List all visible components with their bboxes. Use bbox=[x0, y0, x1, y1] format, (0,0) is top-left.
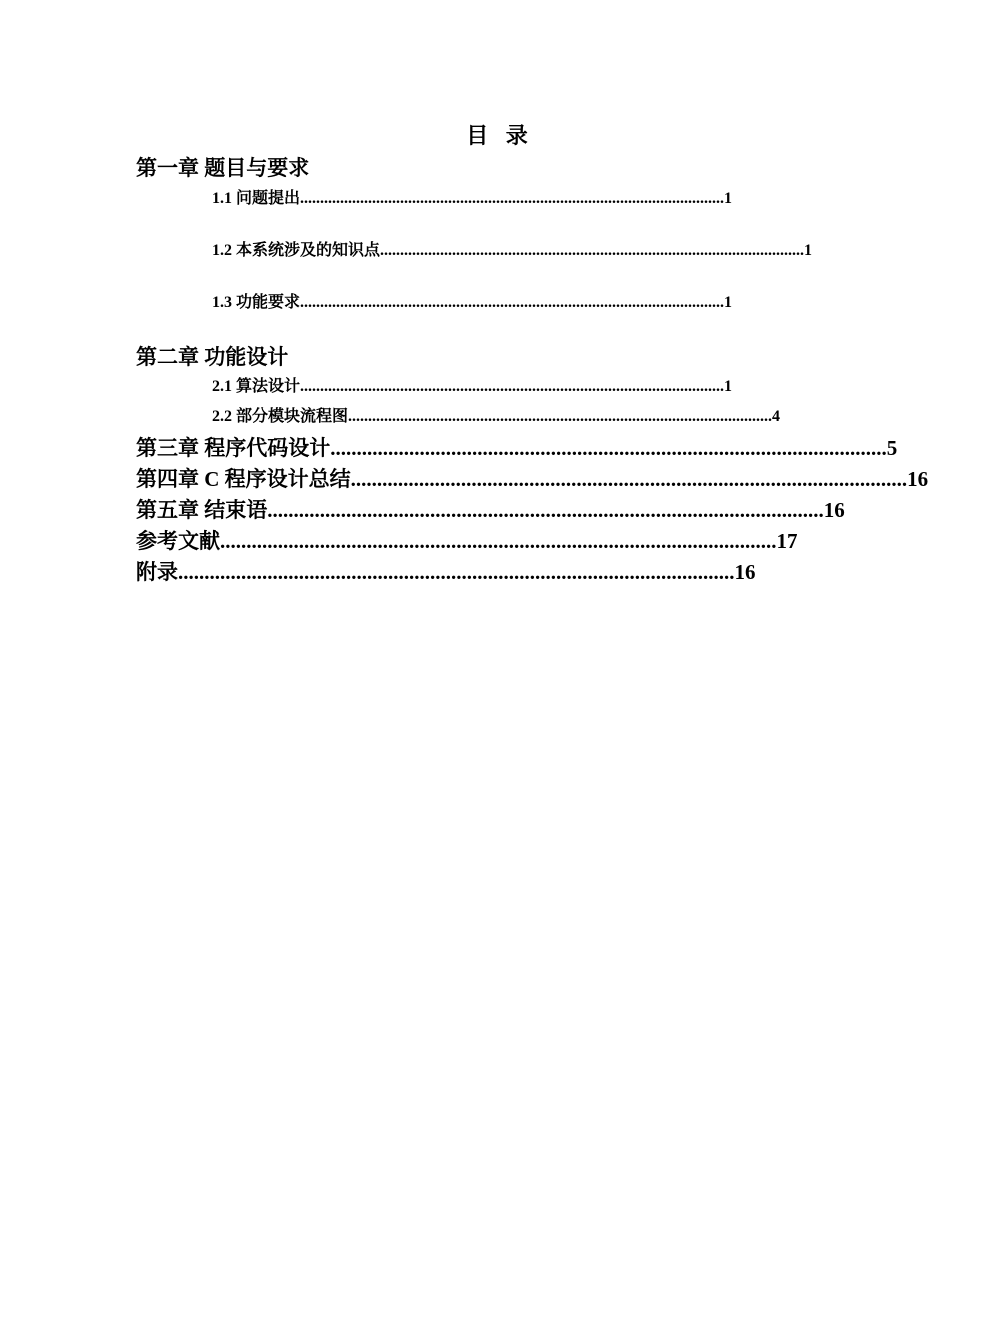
toc-section-2-2[interactable] bbox=[212, 406, 781, 428]
toc-page-number: 5 bbox=[886, 436, 898, 460]
toc-entry-label: 第三章 程序代码设计 bbox=[136, 436, 331, 460]
toc-page-number: 16 bbox=[734, 560, 756, 584]
toc-page-number: 1 bbox=[724, 294, 733, 311]
toc-leader-dots: .......................................................................................................... bbox=[300, 190, 725, 207]
toc-entry-label: 2.2 部分模块流程图 bbox=[212, 408, 349, 425]
toc-leader-dots: .......................................................................................................... bbox=[380, 242, 805, 259]
toc-leader-dots: .......................................................................................................... bbox=[330, 436, 887, 460]
toc-page-number: 4 bbox=[772, 408, 781, 425]
toc-entry-label: 参考文献 bbox=[136, 529, 220, 553]
toc-chapter-3[interactable] bbox=[136, 433, 898, 463]
toc-page-number: 16 bbox=[823, 498, 845, 522]
toc-entry-label: 第五章 结束语 bbox=[136, 498, 268, 522]
toc-section-1-2[interactable] bbox=[212, 240, 813, 262]
toc-entry-label: 1.2 本系统涉及的知识点 bbox=[212, 242, 381, 259]
toc-chapter-2[interactable] bbox=[136, 342, 288, 372]
toc-chapter-1[interactable] bbox=[136, 153, 309, 183]
toc-leader-dots: .......................................................................................................... bbox=[350, 467, 908, 491]
toc-leader-dots: .......................................................................................................... bbox=[348, 408, 773, 425]
toc-entry-label: 第四章 C 程序设计总结 bbox=[136, 467, 351, 491]
toc-entry-label: 附录 bbox=[136, 560, 178, 584]
toc-page-number: 16 bbox=[907, 467, 929, 491]
toc-entry-label: 第一章 题目与要求 bbox=[136, 156, 310, 180]
toc-entry-label: 1.1 问题提出 bbox=[212, 190, 301, 207]
toc-entry-label: 1.3 功能要求 bbox=[212, 294, 301, 311]
toc-leader-dots: .......................................................................................................... bbox=[220, 529, 777, 553]
toc-section-2-1[interactable] bbox=[212, 376, 733, 398]
toc-page-number: 17 bbox=[776, 529, 798, 553]
toc-appendix[interactable] bbox=[136, 557, 756, 587]
toc-page-number: 1 bbox=[804, 242, 813, 259]
toc-chapter-5[interactable] bbox=[136, 495, 845, 525]
toc-entry-label: 2.1 算法设计 bbox=[212, 378, 301, 395]
toc-section-1-1[interactable] bbox=[212, 188, 733, 210]
toc-title: 目 录 bbox=[466, 123, 534, 148]
toc-section-1-3[interactable] bbox=[212, 292, 733, 314]
toc-chapter-4[interactable] bbox=[136, 464, 929, 494]
toc-page-number: 1 bbox=[724, 190, 733, 207]
toc-leader-dots: .......................................................................................................... bbox=[300, 294, 725, 311]
toc-leader-dots: .......................................................................................................... bbox=[300, 378, 725, 395]
toc-references[interactable] bbox=[136, 526, 798, 556]
toc-leader-dots: .......................................................................................................... bbox=[178, 560, 735, 584]
toc-leader-dots: .......................................................................................................... bbox=[267, 498, 824, 522]
toc-page-number: 1 bbox=[724, 378, 733, 395]
toc-entry-label: 第二章 功能设计 bbox=[136, 345, 289, 369]
